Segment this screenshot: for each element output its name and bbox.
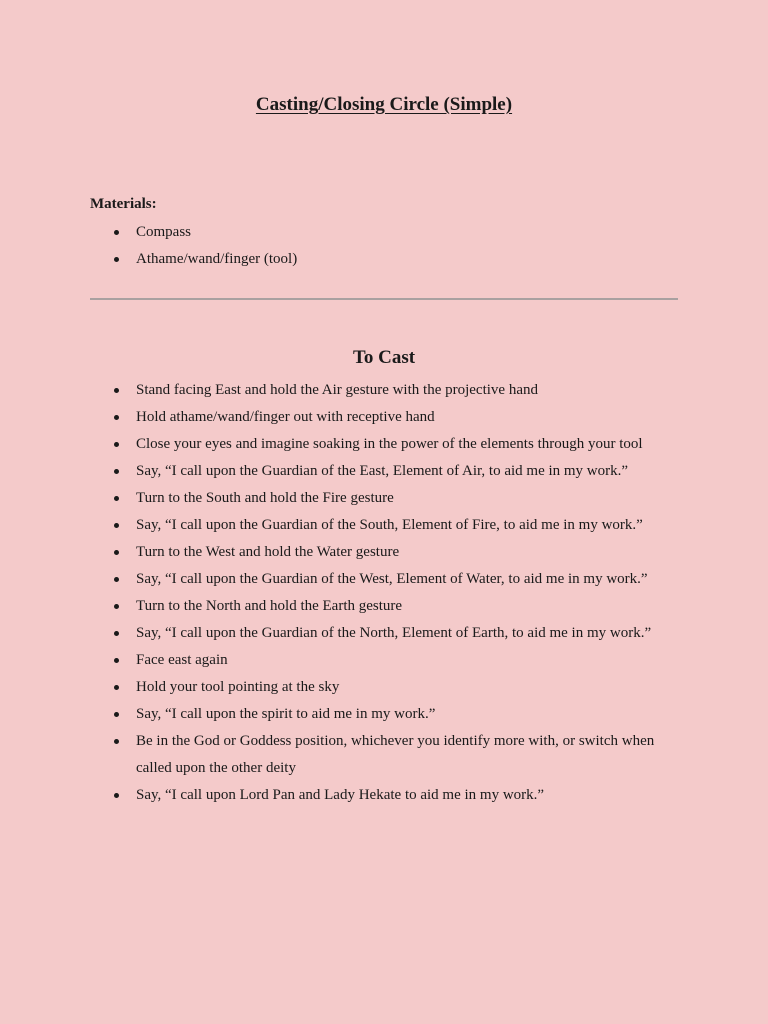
materials-heading: Materials:	[90, 196, 157, 212]
cast-step: Say, “I call upon the Guardian of the East, Element of Air, to aid me in my work.”	[90, 458, 678, 485]
cast-step: Be in the God or Goddess position, whichever you identify more with, or switch when called upon the other deity	[90, 728, 678, 782]
materials-list	[90, 219, 678, 273]
cast-steps-list	[90, 377, 678, 809]
cast-heading: To Cast	[352, 347, 416, 368]
cast-step: Turn to the North and hold the Earth gesture	[90, 593, 678, 620]
cast-step: Turn to the West and hold the Water gesture	[90, 539, 678, 566]
cast-step: Hold athame/wand/finger out with receptive hand	[90, 404, 678, 431]
cast-step: Say, “I call upon the Guardian of the West, Element of Water, to aid me in my work.”	[90, 566, 678, 593]
materials-item-compass: Compass	[90, 219, 678, 246]
cast-step: Close your eyes and imagine soaking in the power of the elements through your tool	[90, 431, 678, 458]
cast-step: Hold your tool pointing at the sky	[90, 674, 678, 701]
document-title: Casting/Closing Circle (Simple)	[255, 94, 513, 115]
cast-step: Say, “I call upon Lord Pan and Lady Hekate to aid me in my work.”	[90, 782, 678, 809]
cast-section	[90, 377, 678, 809]
cast-step: Say, “I call upon the Guardian of the South, Element of Fire, to aid me in my work.”	[90, 512, 678, 539]
section-divider	[90, 298, 678, 300]
cast-step: Say, “I call upon the spirit to aid me in my work.”	[90, 701, 678, 728]
cast-step: Turn to the South and hold the Fire gesture	[90, 485, 678, 512]
cast-step: Stand facing East and hold the Air gesture with the projective hand	[90, 377, 678, 404]
materials-item-tool: Athame/wand/finger (tool)	[90, 246, 678, 273]
cast-step: Face east again	[90, 647, 678, 674]
materials-section	[90, 193, 678, 273]
cast-step: Say, “I call upon the Guardian of the North, Element of Earth, to aid me in my work.”	[90, 620, 678, 647]
